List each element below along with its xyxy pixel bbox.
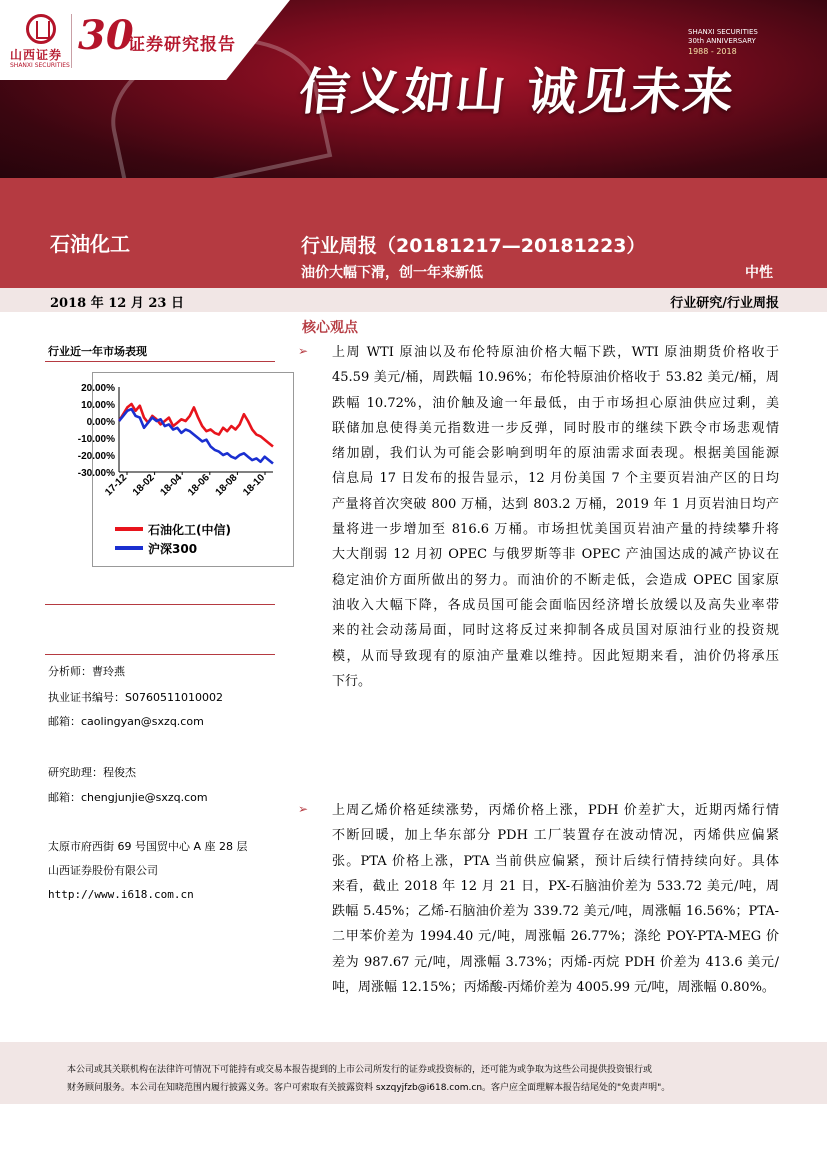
disclaimer-line-2: 财务顾问服务。本公司在知晓范围内履行披露义务。客户可索取有关披露资料 sxzqyjfzb@i618.com.cn。客户应全面理解本报告结尾处的"免责声明"。 xyxy=(67,1083,671,1093)
divider xyxy=(45,361,275,362)
legend-label-1: 沪深300 xyxy=(148,542,198,556)
series-line-1 xyxy=(119,409,273,463)
anniv-years: 1988 - 2018 xyxy=(688,47,737,56)
y-tick-label: 0.00% xyxy=(86,417,115,428)
assistant-name: 研究助理：程俊杰 xyxy=(48,766,136,779)
disclaimer-line-1: 本公司或其关联机构在法律许可情况下可能持有或交易本报告提到的上市公司所发行的证券或投资标的，还可能为或争取为这些公司提供投资银行或 xyxy=(67,1065,653,1075)
legend-label-0: 石油化工(中信) xyxy=(148,523,231,537)
title-band xyxy=(0,178,827,288)
bullet-arrow-icon: ➢ xyxy=(298,802,309,816)
x-tick-label: 18-06 xyxy=(186,472,212,499)
company-logo-icon xyxy=(26,14,56,44)
paragraph-line: 吨，周涨幅 12.15%；丙烯酸-丙烯价差为 4005.99 元/吨，周涨幅 0.80%。 xyxy=(332,980,775,996)
paragraph-line: 上周 WTI 原油以及布伦特原油价格大幅下跌，WTI 原油期货价格收于 xyxy=(332,345,779,360)
paragraph-line: 来的社会动荡局面，同时这将反过来抑制各成员国对原油行业的投资规 xyxy=(332,623,779,639)
bullet-arrow-icon: ➢ xyxy=(298,344,309,358)
paragraph-line: 下行。 xyxy=(332,673,372,689)
company-website[interactable]: http://www.i618.com.cn xyxy=(48,888,194,901)
divider xyxy=(45,654,275,655)
company-logo-text: 山西证券 xyxy=(10,48,63,62)
report-title: 行业周报（20181217—20181223） xyxy=(301,235,646,257)
anniv-line-1: SHANXI SECURITIES xyxy=(688,28,758,36)
logo-divider xyxy=(71,14,72,68)
y-tick-label: 20.00% xyxy=(81,383,115,394)
x-tick-label: 18-10 xyxy=(241,472,268,499)
paragraph-line: 跌幅 10.72%，油价触及逾一年最低，由于市场担心原油供应过剩，美 xyxy=(332,395,779,411)
market-performance-chart xyxy=(77,372,294,567)
x-tick-label: 18-02 xyxy=(130,472,157,499)
x-tick-label: 17-12 xyxy=(103,472,130,499)
paragraph-line: 不断回暖，加上华东部分 PDH 工厂装置存在波动情况，丙烯供应偏紧 xyxy=(332,828,779,844)
paragraph-oil xyxy=(332,340,779,694)
analyst-email[interactable]: 邮箱：caolingyan@sxzq.com xyxy=(48,715,204,728)
paragraph-line: 油收入大幅下降，各成员国可能会面临因经济增长放缓以及高失业率带 xyxy=(332,597,779,613)
paragraph-line: 信息局 17 日发布的报告显示，12 月份美国 7 个主要页岩油产区的日均 xyxy=(332,471,779,487)
anniversary-mark: 30 xyxy=(78,12,134,59)
paragraph-line: 张。PTA 价格上涨，PTA 当前供应偏紧，预计后续行情持续向好。具体 xyxy=(332,853,779,869)
y-tick-label: 10.00% xyxy=(81,400,115,411)
paragraph-line: 稳定油价方面所做出的努力。而油价的不断走低，会造成 OPEC 国家原 xyxy=(332,572,779,588)
divider xyxy=(45,604,275,605)
paragraph-line: 45.59 美元/桶，周跌幅 10.96%；布伦特原油价格收于 53.82 美元/桶，周 xyxy=(332,370,779,386)
industry-rating: 中性 xyxy=(745,265,773,281)
company-name: 山西证券股份有限公司 xyxy=(48,864,158,877)
chart-heading: 行业近一年市场表现 xyxy=(48,345,147,358)
y-tick-label: -10.00% xyxy=(77,434,115,445)
y-tick-label: -20.00% xyxy=(77,451,115,462)
x-tick-label: 18-08 xyxy=(213,472,240,499)
y-tick-label: -30.00% xyxy=(77,468,115,479)
slogan: 信义如山 诚见未来 xyxy=(296,63,739,121)
paragraph-line: 二甲苯价差为 1994.40 元/吨，周涨幅 26.77%；涤纶 POY-PTA-MEG 价 xyxy=(332,929,779,945)
paragraph-chemicals xyxy=(332,798,779,1000)
report-category: 行业研究/行业周报 xyxy=(670,296,779,311)
assistant-email[interactable]: 邮箱：chengjunjie@sxzq.com xyxy=(48,791,208,804)
anniversary-badge xyxy=(688,28,768,57)
report-date: 2018 年 12 月 23 日 xyxy=(50,296,184,311)
company-logo-en: SHANXI SECURITIES xyxy=(10,62,70,69)
header-banner xyxy=(0,0,827,178)
anniv-line-2: 30th ANNIVERSARY xyxy=(688,37,756,45)
paragraph-line: 跌幅 5.45%；乙烯-石脑油价差为 339.72 美元/吨，周涨幅 16.56%；PTA- xyxy=(332,904,779,920)
paragraph-line: 模，从而导致现有的原油产量难以维持。因此短期来看，油价仍将承压 xyxy=(332,648,779,664)
disclaimer-footer xyxy=(0,1042,827,1104)
paragraph-line: 大大削弱 12 月初 OPEC 与俄罗斯等非 OPEC 产油国达成的减产协议在 xyxy=(332,547,779,563)
paragraph-line: 产量将首次突破 800 万桶，达到 803.2 万桶，2019 年 1 月页岩油日均产 xyxy=(332,496,779,512)
paragraph-line: 联储加息使得美元指数进一步反弹，同时股市的继续下跌令市场悲观情 xyxy=(332,420,779,436)
company-address: 太原市府西街 69 号国贸中心 A 座 28 层 xyxy=(48,840,248,853)
analyst-name: 分析师：曹玲燕 xyxy=(48,665,125,678)
sector-name: 石油化工 xyxy=(50,232,130,256)
date-strip xyxy=(0,288,827,312)
x-tick-label: 18-04 xyxy=(158,472,185,499)
chart-svg xyxy=(77,373,295,568)
paragraph-line: 上周乙烯价格延续涨势，丙烯价格上涨，PDH 价差扩大，近期丙烯行情 xyxy=(332,803,779,818)
report-subtitle: 油价大幅下滑，创一年来新低 xyxy=(301,265,483,281)
license-number: 执业证书编号：S0760511010002 xyxy=(48,691,223,704)
report-type-label: 证券研究报告 xyxy=(128,35,236,55)
paragraph-line: 量将进一步增加至 816.6 万桶。市场担忧美国页岩油产量的持续攀升将 xyxy=(332,522,779,538)
paragraph-line: 差为 987.67 元/吨，周涨幅 3.73%；丙烯-丙烷 PDH 价差为 413.6 美元/ xyxy=(332,954,779,970)
paragraph-line: 绪加剧，我们认为可能会影响到明年的原油需求面表现。根据美国能源 xyxy=(332,446,779,462)
core-view-heading: 核心观点 xyxy=(302,320,358,336)
paragraph-line: 来看，截止 2018 年 12 月 21 日，PX-石脑油价差为 533.72 美元/吨，周 xyxy=(332,878,779,894)
